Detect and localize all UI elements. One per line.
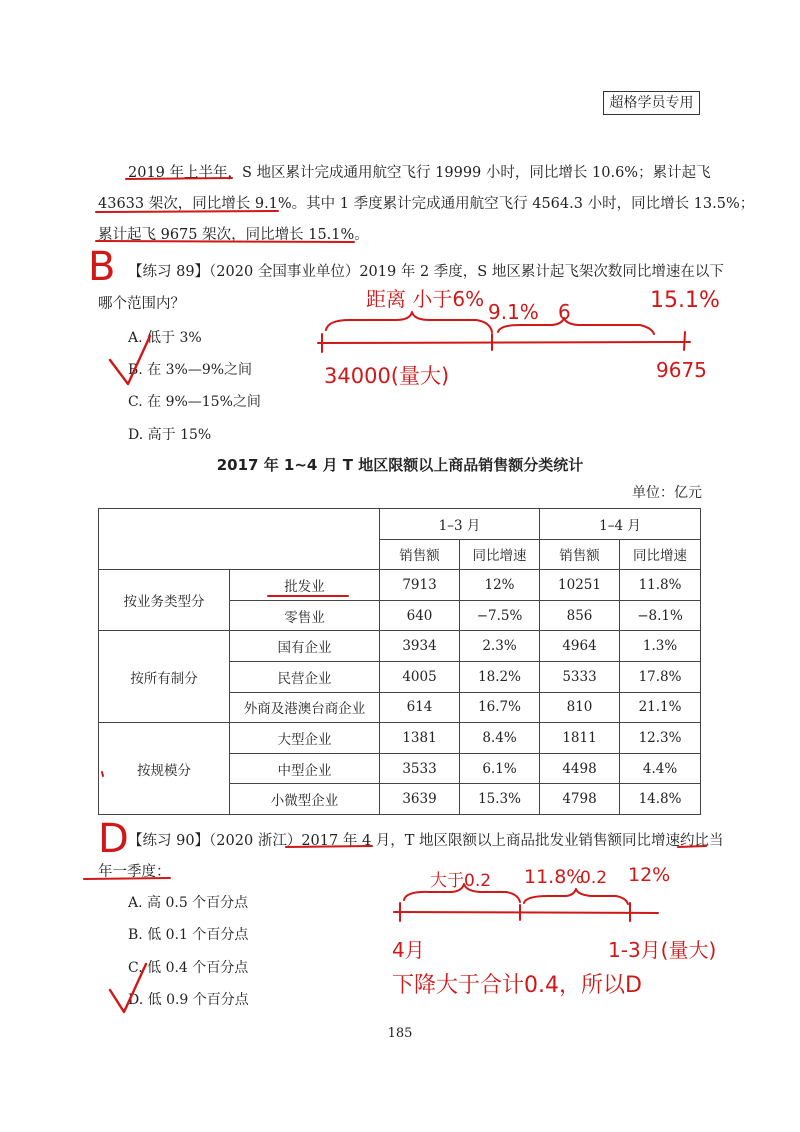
sales-1-4: 4498 — [540, 753, 620, 784]
note-90-12: 12% — [628, 864, 671, 886]
underline-stroke — [678, 846, 706, 847]
growth-header: 同比增速 — [460, 539, 540, 570]
sales-1-3: 3533 — [380, 753, 460, 784]
answer-90-letter: D — [98, 816, 129, 862]
growth-1-4: 21.1% — [620, 692, 701, 723]
row-item: 外商及港澳台商企业 — [230, 692, 380, 723]
note-89-6: 6 — [558, 300, 571, 324]
brace-stroke — [524, 889, 628, 904]
note-89-15-1: 15.1% — [650, 288, 720, 313]
q90-option-b: B. 低 0.1 个百分点 — [128, 927, 249, 943]
growth-1-3: 8.4% — [460, 723, 540, 754]
growth-1-3: 15.3% — [460, 784, 540, 815]
growth-1-3: −7.5% — [460, 600, 540, 631]
note-90-11-8: 11.8% — [524, 866, 585, 888]
sales-1-3: 640 — [380, 600, 460, 631]
question-89-line-2: 哪个范围内？ — [98, 296, 185, 312]
question-90-line-2: 年一季度： — [98, 864, 171, 880]
table-unit: 单位：亿元 — [632, 485, 702, 501]
growth-1-3: 6.1% — [460, 753, 540, 784]
sales-1-4: 1811 — [540, 723, 620, 754]
growth-1-4: 1.3% — [620, 631, 701, 662]
number-line — [318, 342, 690, 343]
sales-1-3: 7913 — [380, 570, 460, 601]
row-item: 中型企业 — [230, 753, 380, 784]
growth-header: 同比增速 — [620, 539, 701, 570]
growth-1-4: −8.1% — [620, 600, 701, 631]
q89-option-b: B. 在 3%—9%之间 — [128, 362, 253, 378]
q90-option-a: A. 高 0.5 个百分点 — [128, 895, 249, 911]
note-90-0-2: 0.2 — [580, 868, 608, 888]
growth-1-4: 14.8% — [620, 784, 701, 815]
page-number: 185 — [387, 1026, 413, 1041]
sales-header: 销售额 — [380, 539, 460, 570]
q90-option-c: C. 低 0.4 个百分点 — [128, 960, 249, 976]
growth-1-4: 4.4% — [620, 753, 701, 784]
q90-option-d: D. 低 0.9 个百分点 — [128, 992, 249, 1008]
sales-1-4: 856 — [540, 600, 620, 631]
growth-1-3: 12% — [460, 570, 540, 601]
sales-header: 销售额 — [540, 539, 620, 570]
underline-stroke — [96, 211, 278, 212]
group-label: 按业务类型分 — [99, 570, 230, 631]
table-title: 2017 年 1~4 月 T 地区限额以上商品销售额分类统计 — [216, 456, 584, 474]
note-89-distance: 距离 小于6% — [366, 287, 485, 311]
row-item: 零售业 — [230, 600, 380, 631]
row-item: 批发业 — [230, 570, 380, 601]
number-line — [394, 912, 658, 913]
q89-option-a: A. 低于 3% — [128, 330, 202, 346]
sales-1-4: 810 — [540, 692, 620, 723]
passage-line-1: 2019 年上半年，S 地区累计完成通用航空飞行 19999 小时，同比增长 10.6%；累计起飞 — [128, 165, 711, 181]
row-item: 大型企业 — [230, 723, 380, 754]
q89-option-d: D. 高于 15% — [128, 427, 212, 443]
growth-1-3: 18.2% — [460, 661, 540, 692]
check-mark-89 — [110, 336, 150, 384]
q89-option-c: C. 在 9%—15%之间 — [128, 394, 261, 410]
tick-mark — [684, 332, 685, 350]
check-mark-90 — [110, 964, 146, 1012]
growth-1-4: 17.8% — [620, 661, 701, 692]
period-1-header: 1–3 月 — [380, 509, 540, 540]
brace-stroke — [326, 312, 492, 332]
sales-1-3: 3639 — [380, 784, 460, 815]
sales-1-3: 3934 — [380, 631, 460, 662]
note-90-q1: 1-3月(量大) — [608, 938, 717, 962]
passage-line-3: 累计起飞 9675 架次，同比增长 15.1%。 — [98, 227, 369, 243]
note-90-conclusion: 下降大于合计0.4，所以D — [392, 973, 642, 998]
growth-1-4: 11.8% — [620, 570, 701, 601]
underline-stroke — [84, 878, 170, 879]
row-item: 民营企业 — [230, 661, 380, 692]
note-89-34000: 34000(量大) — [324, 364, 450, 388]
growth-1-3: 16.7% — [460, 692, 540, 723]
sales-1-3: 1381 — [380, 723, 460, 754]
sales-1-4: 4798 — [540, 784, 620, 815]
row-item: 国有企业 — [230, 631, 380, 662]
sales-1-4: 10251 — [540, 570, 620, 601]
growth-1-3: 2.3% — [460, 631, 540, 662]
question-89-line-1: 【练习 89】（2020 全国事业单位）2019 年 2 季度，S 地区累计起飞架次数同比增速在以下 — [128, 264, 724, 280]
passage-line-2: 43633 架次，同比增长 9.1%。其中 1 季度累计完成通用航空飞行 4564.3 小时，同比增长 13.5%； — [98, 196, 755, 212]
note-90-april: 4月 — [392, 938, 425, 962]
underline-stroke — [126, 178, 232, 179]
answer-89-letter: B — [88, 244, 116, 290]
ink-dot — [102, 772, 103, 776]
period-2-header: 1–4 月 — [540, 509, 701, 540]
sales-1-3: 614 — [380, 692, 460, 723]
group-label: 按所有制分 — [99, 631, 230, 723]
underline-stroke — [96, 241, 354, 242]
sales-1-4: 4964 — [540, 631, 620, 662]
note-90-gt-0-2: 大于0.2 — [430, 871, 492, 891]
note-89-9675: 9675 — [656, 358, 707, 382]
question-90-line-1: 【练习 90】（2020 浙江）2017 年 4 月，T 地区限额以上商品批发业销售额同比增速约比当 — [128, 833, 724, 849]
row-item: 小微型企业 — [230, 784, 380, 815]
sales-1-3: 4005 — [380, 661, 460, 692]
sales-1-4: 5333 — [540, 661, 620, 692]
note-89-9-1: 9.1% — [488, 300, 539, 324]
student-only-tag: 超格学员专用 — [603, 91, 700, 115]
group-label: 按规模分 — [99, 723, 230, 815]
growth-1-4: 12.3% — [620, 723, 701, 754]
underline-stroke — [286, 846, 372, 847]
